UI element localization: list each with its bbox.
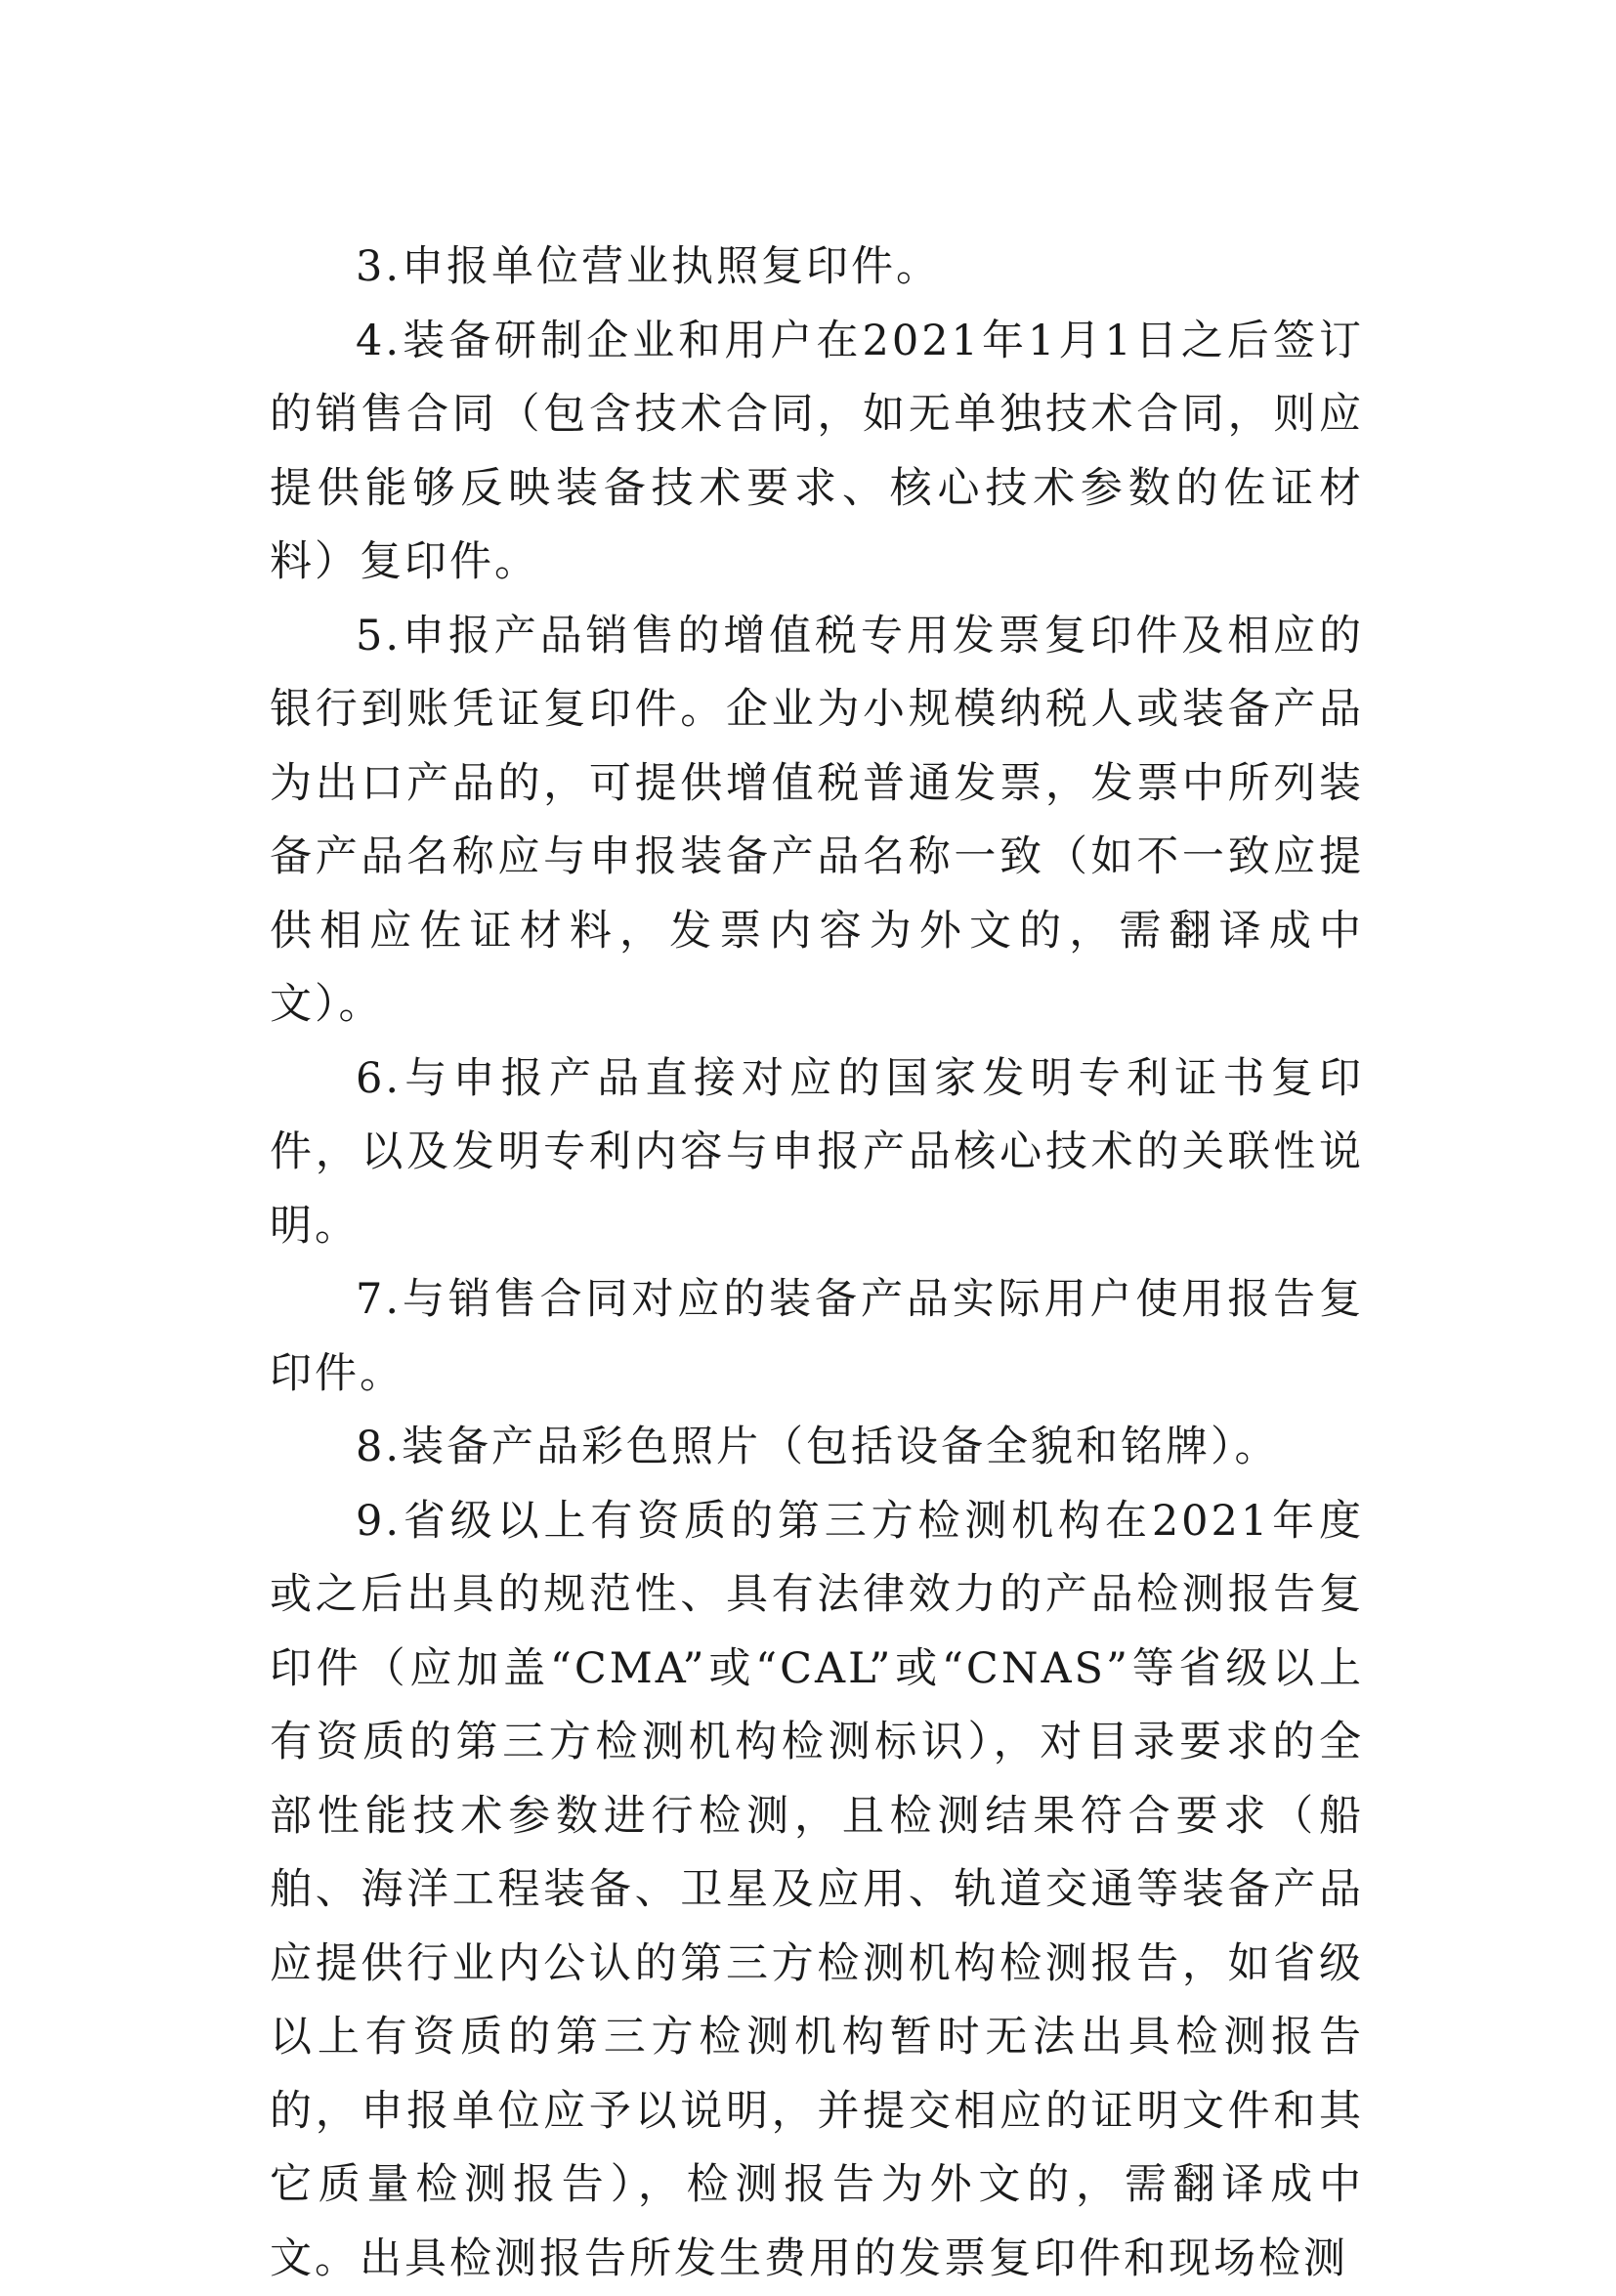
paragraph-item-8: 8.装备产品彩色照片（包括设备全貌和铭牌）。 bbox=[270, 1411, 1364, 1485]
document-body bbox=[270, 231, 1364, 2296]
paragraph-item-5: 5.申报产品销售的增值税专用发票复印件及相应的银行到账凭证复印件。企业为小规模纳税人或装备产品为出口产品的，可提供增值税普通发票，发票中所列装备产品名称应与申报装备产品名称一致（如不一致应提供相应佐证材料，发票内容为外文的，需翻译成中文）。 bbox=[270, 600, 1364, 1042]
paragraph-item-3: 3.申报单位营业执照复印件。 bbox=[270, 231, 1364, 305]
paragraph-item-6: 6.与申报产品直接对应的国家发明专利证书复印件，以及发明专利内容与申报产品核心技术的关联性说明。 bbox=[270, 1042, 1364, 1264]
paragraph-item-4: 4.装备研制企业和用户在2021年1月1日之后签订的销售合同（包含技术合同，如无单独技术合同，则应提供能够反映装备技术要求、核心技术参数的佐证材料）复印件。 bbox=[270, 305, 1364, 600]
paragraph-item-9: 9.省级以上有资质的第三方检测机构在2021年度或之后出具的规范性、具有法律效力的产品检测报告复印件（应加盖“CMA”或“CAL”或“CNAS”等省级以上有资质的第三方检测机构检测标识），对目录要求的全部性能技术参数进行检测，且检测结果符合要求（船舶、海洋工程装备、卫星及应用、轨道交通等装备产品应提供行业内公认的第三方检测机构检测报告，如省级以上有资质的第三方检测机构暂时无法出具检测报告的，申报单位应予以说明，并提交相应的证明文件和其它质量检测报告），检测报告为外文的，需翻译成中文。出具检测报告所发生费用的发票复印件和现场检测 bbox=[270, 1485, 1364, 2296]
paragraph-item-7: 7.与销售合同对应的装备产品实际用户使用报告复印件。 bbox=[270, 1263, 1364, 1411]
